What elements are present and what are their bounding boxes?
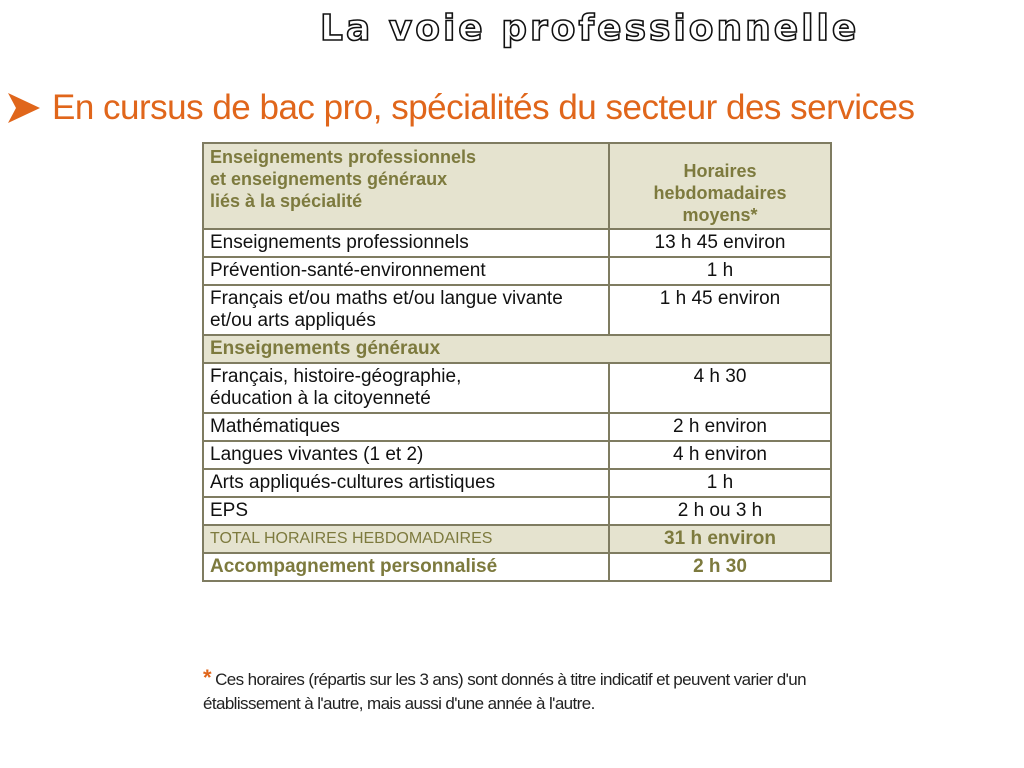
table-row — [203, 413, 831, 441]
subject-cell — [203, 229, 609, 257]
hours-cell: 1 h — [609, 257, 831, 285]
total-row — [203, 525, 831, 553]
subject-label: Arts appliqués-cultures artistiques — [210, 472, 496, 493]
header-subjects — [203, 143, 609, 229]
subject-cell — [203, 285, 609, 335]
subject-label: Langues vivantes (1 et 2) — [210, 444, 424, 465]
total-value: 31 h environ — [609, 525, 831, 553]
table-row — [203, 363, 831, 413]
section-label: Enseignements généraux — [203, 335, 831, 363]
page-title: La voie professionnelle — [320, 8, 860, 49]
header-hours-line: Horaires hebdomadaires — [653, 161, 787, 203]
footnote-line: Ces horaires (répartis sur les 3 ans) sont donnés à titre indicatif et peuvent varier d'un — [215, 670, 806, 689]
header-subjects-line: et enseignements généraux — [210, 169, 448, 189]
subject-label: Français, histoire-géographie, — [210, 366, 462, 387]
footnote-line: établissement à l'autre, mais aussi d'une année à l'autre. — [203, 694, 595, 713]
subject-cell — [203, 441, 609, 469]
section-heading-text: En cursus de bac pro, spécialités du secteur des services — [52, 88, 915, 127]
header-hours-line: moyens* — [682, 205, 758, 225]
subject-label: Enseignements professionnels — [210, 232, 469, 253]
section-row — [203, 335, 831, 363]
subject-cell — [203, 257, 609, 285]
subject-label: Mathématiques — [210, 416, 340, 437]
accompaniment-row — [203, 553, 831, 581]
table-row — [203, 497, 831, 525]
subject-label: éducation à la citoyenneté — [210, 388, 431, 409]
table-row — [203, 469, 831, 497]
hours-cell: 4 h environ — [609, 441, 831, 469]
table-row — [203, 229, 831, 257]
schedule-table — [202, 142, 832, 582]
subject-label: et/ou arts appliqués — [210, 310, 376, 331]
subject-label: Français et/ou maths et/ou langue vivante — [210, 288, 563, 309]
hours-cell: 2 h ou 3 h — [609, 497, 831, 525]
section-heading — [6, 88, 915, 128]
subject-cell — [203, 497, 609, 525]
header-subjects-line: Enseignements professionnels — [210, 147, 477, 167]
footnote — [203, 666, 843, 716]
subject-cell — [203, 363, 609, 413]
hours-cell: 4 h 30 — [609, 363, 831, 413]
subject-label: Prévention-santé-environnement — [210, 260, 486, 281]
hours-cell: 1 h 45 environ — [609, 285, 831, 335]
header-hours — [609, 143, 831, 229]
total-label: TOTAL HORAIRES HEBDOMADAIRES — [203, 525, 609, 553]
subject-cell — [203, 469, 609, 497]
arrow-right-icon — [6, 91, 42, 125]
table-header-row — [203, 143, 831, 229]
table-row — [203, 257, 831, 285]
subject-label: EPS — [210, 500, 249, 521]
header-subjects-line: liés à la spécialité — [210, 191, 363, 211]
hours-cell: 13 h 45 environ — [609, 229, 831, 257]
subject-cell — [203, 413, 609, 441]
hours-cell: 2 h environ — [609, 413, 831, 441]
footnote-star: * — [203, 665, 211, 690]
table-row — [203, 441, 831, 469]
hours-cell: 1 h — [609, 469, 831, 497]
table-row — [203, 285, 831, 335]
accompaniment-value: 2 h 30 — [609, 553, 831, 581]
accompaniment-label: Accompagnement personnalisé — [203, 553, 609, 581]
